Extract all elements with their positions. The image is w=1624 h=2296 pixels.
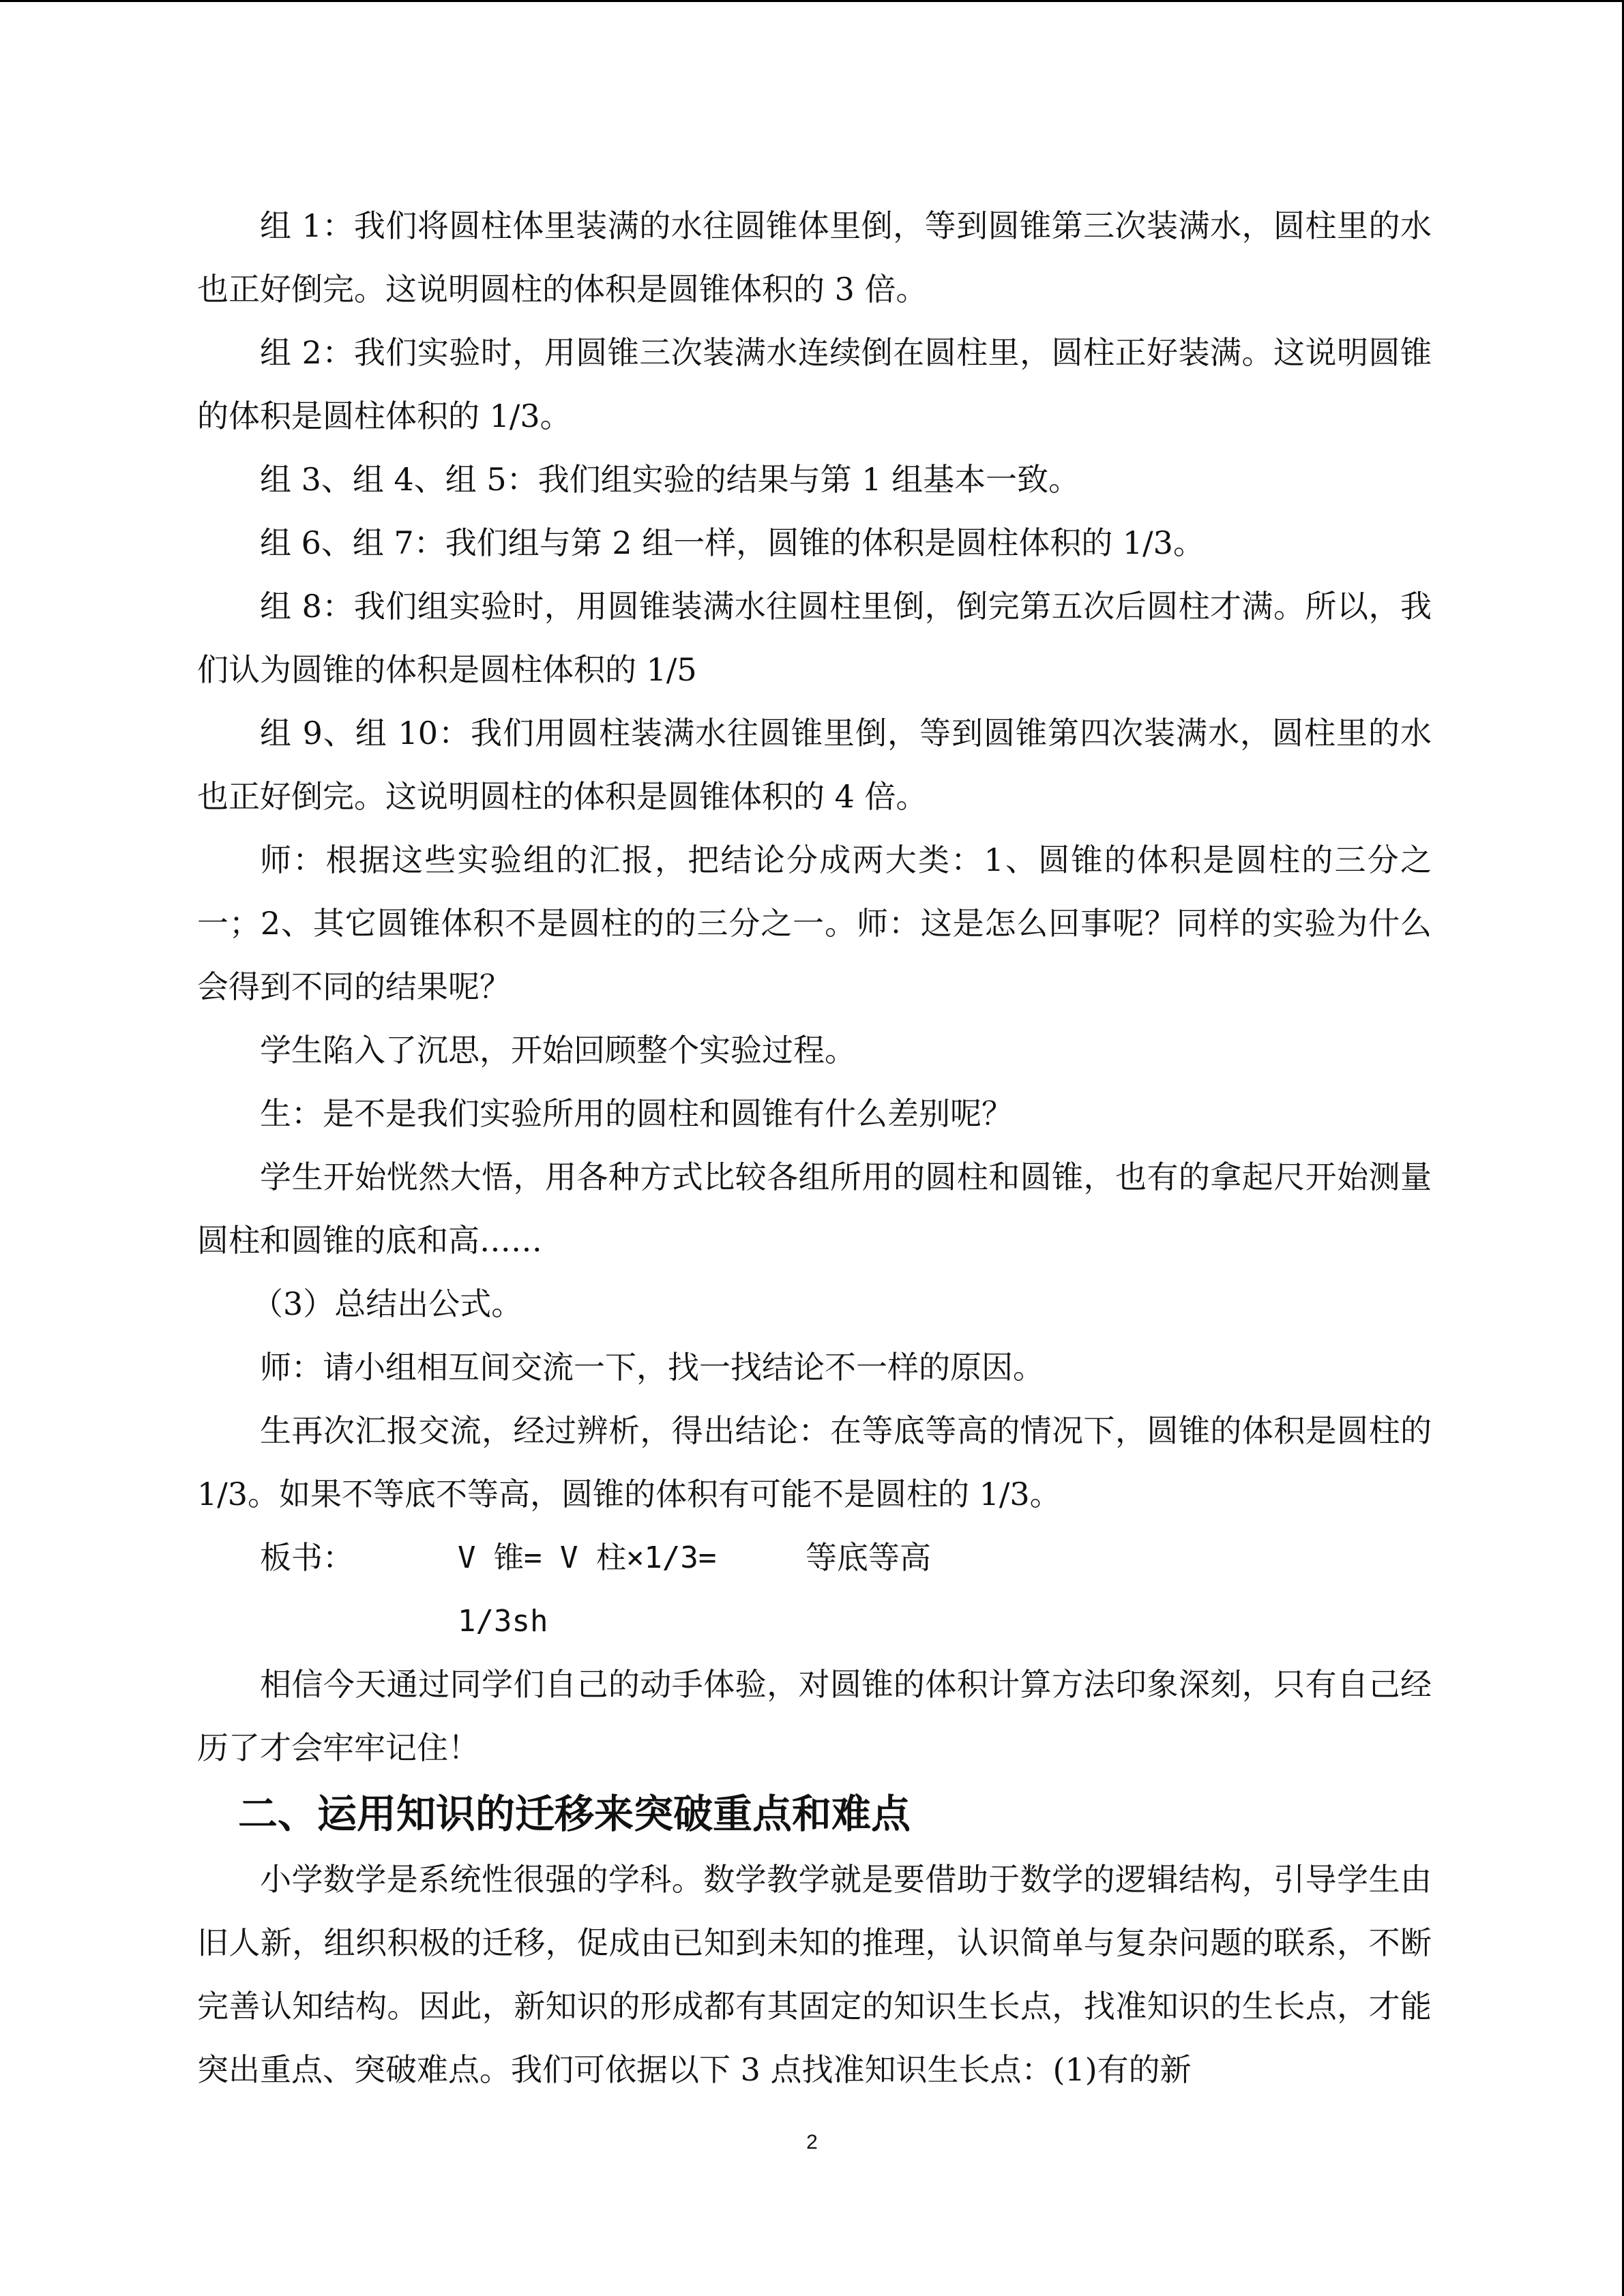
- paragraph-section-body: 小学数学是系统性很强的学科。数学教学就是要借助于数学的逻辑结构，引导学生由旧人新，组织积极的迁移，促成由已知到未知的推理，认识简单与复杂问题的联系，不断完善认知结构。因此，新知识的形成都有其固定的知识生长点，找准知识的生长点，才能突出重点、突破难点。我们可依据以下 3 点找准知识生长点：(1)有的新: [197, 1861, 1432, 2088]
- paragraph-student-question: 生：是不是我们实验所用的圆柱和圆锥有什么差别呢？: [260, 1095, 1013, 1132]
- paragraph-group-1: 组 1：我们将圆柱体里装满的水往圆锥体里倒，等到圆锥第三次装满水，圆柱里的水也正好倒完。这说明圆柱的体积是圆锥体积的 3 倍。: [197, 207, 1432, 308]
- formula-equation: V 锥= V 柱×1/3= 1/3sh: [458, 1540, 717, 1639]
- paragraph-students-reflect: 学生陷入了沉思，开始回顾整个实验过程。: [260, 1032, 856, 1069]
- formula-note: 等底等高: [806, 1539, 931, 1576]
- section-heading: 二、运用知识的迁移来突破重点和难点: [238, 1791, 911, 1837]
- blackboard-formula: [197, 1526, 1432, 1653]
- paragraph-students-measure: 学生开始恍然大悟，用各种方式比较各组所用的圆柱和圆锥，也有的拿起尺开始测量圆柱和圆锥的底和高……: [197, 1159, 1432, 1259]
- page-number: 2: [806, 2131, 818, 2153]
- paragraph-group-6-7: 组 6、组 7：我们组与第 2 组一样，圆锥的体积是圆柱体积的 1/3。: [260, 524, 1205, 561]
- paragraph-conclusion: 生再次汇报交流，经过辨析，得出结论：在等底等高的情况下，圆锥的体积是圆柱的 1/3。如果不等底不等高，圆锥的体积有可能不是圆柱的 1/3。: [197, 1412, 1432, 1512]
- document-body: [197, 194, 1432, 2102]
- formula-label: 板书：: [260, 1539, 354, 1576]
- paragraph-group-3-5: 组 3、组 4、组 5：我们组实验的结果与第 1 组基本一致。: [260, 461, 1080, 498]
- paragraph-group-2: 组 2：我们实验时，用圆锥三次装满水连续倒在圆柱里，圆柱正好装满。这说明圆锥的体积是圆柱体积的 1/3。: [197, 334, 1432, 434]
- paragraph-reflection: 相信今天通过同学们自己的动手体验，对圆锥的体积计算方法印象深刻，只有自己经历了才会牢牢记住！: [197, 1666, 1432, 1766]
- paragraph-group-9-10: 组 9、组 10：我们用圆柱装满水往圆锥里倒，等到圆锥第四次装满水，圆柱里的水也正好倒完。这说明圆柱的体积是圆锥体积的 4 倍。: [197, 715, 1432, 815]
- step-label: （3）总结出公式。: [252, 1285, 523, 1322]
- paragraph-group-8: 组 8：我们组实验时，用圆锥装满水往圆柱里倒，倒完第五次后圆柱才满。所以，我们认为圆锥的体积是圆柱体积的 1/5: [197, 588, 1432, 688]
- paragraph-teacher-summary: 师：根据这些实验组的汇报，把结论分成两大类：1、圆锥的体积是圆柱的三分之一；2、其它圆锥体积不是圆柱的的三分之一。师：这是怎么回事呢？同样的实验为什么会得到不同的结果呢？: [197, 841, 1432, 1005]
- paragraph-teacher-instruction: 师：请小组相互间交流一下，找一找结论不一样的原因。: [260, 1349, 1044, 1386]
